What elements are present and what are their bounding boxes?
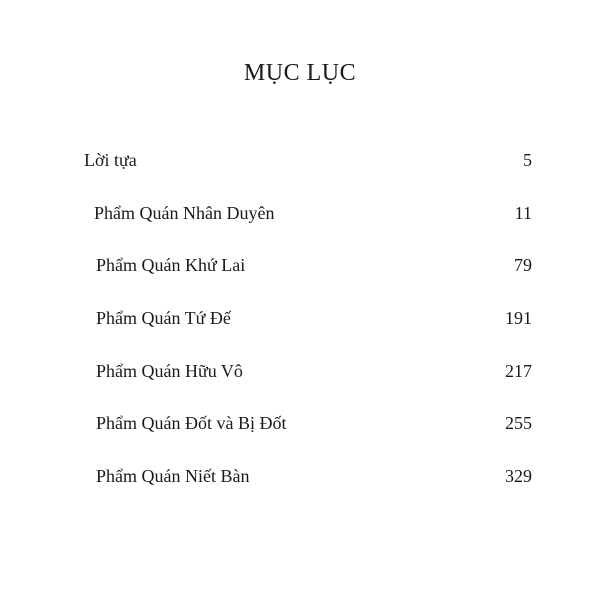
page-title: MỤC LỤC <box>243 60 357 86</box>
toc-entry <box>82 306 532 359</box>
table-of-contents <box>82 148 532 517</box>
toc-entry-page-number: 5 <box>523 150 532 170</box>
toc-entry-label: Phẩm Quán Tứ Đế <box>96 308 231 329</box>
toc-entry <box>82 201 532 254</box>
toc-entry <box>82 253 532 306</box>
toc-entry-label: Phẩm Quán Hữu Vô <box>96 360 243 381</box>
toc-entry <box>82 359 532 412</box>
toc-entry <box>82 148 532 201</box>
toc-entry-label: Lời tựa <box>84 150 137 170</box>
toc-entry-page-number: 79 <box>514 255 532 276</box>
toc-entry-page-number: 217 <box>505 360 532 381</box>
toc-entry-label: Phẩm Quán Đốt và Bị Đốt <box>96 413 287 434</box>
toc-entry <box>82 464 532 517</box>
toc-entry-page-number: 255 <box>505 413 532 434</box>
toc-entry-label: Phẩm Quán Khứ Lai <box>96 255 246 276</box>
toc-entry-page-number: 329 <box>505 466 532 487</box>
toc-entry-page-number: 191 <box>505 308 532 329</box>
toc-entry <box>82 411 532 464</box>
toc-entry-label: Phẩm Quán Niết Bàn <box>96 466 250 487</box>
toc-entry-page-number: 11 <box>514 202 532 223</box>
toc-entry-label: Phẩm Quán Nhân Duyên <box>94 202 275 223</box>
